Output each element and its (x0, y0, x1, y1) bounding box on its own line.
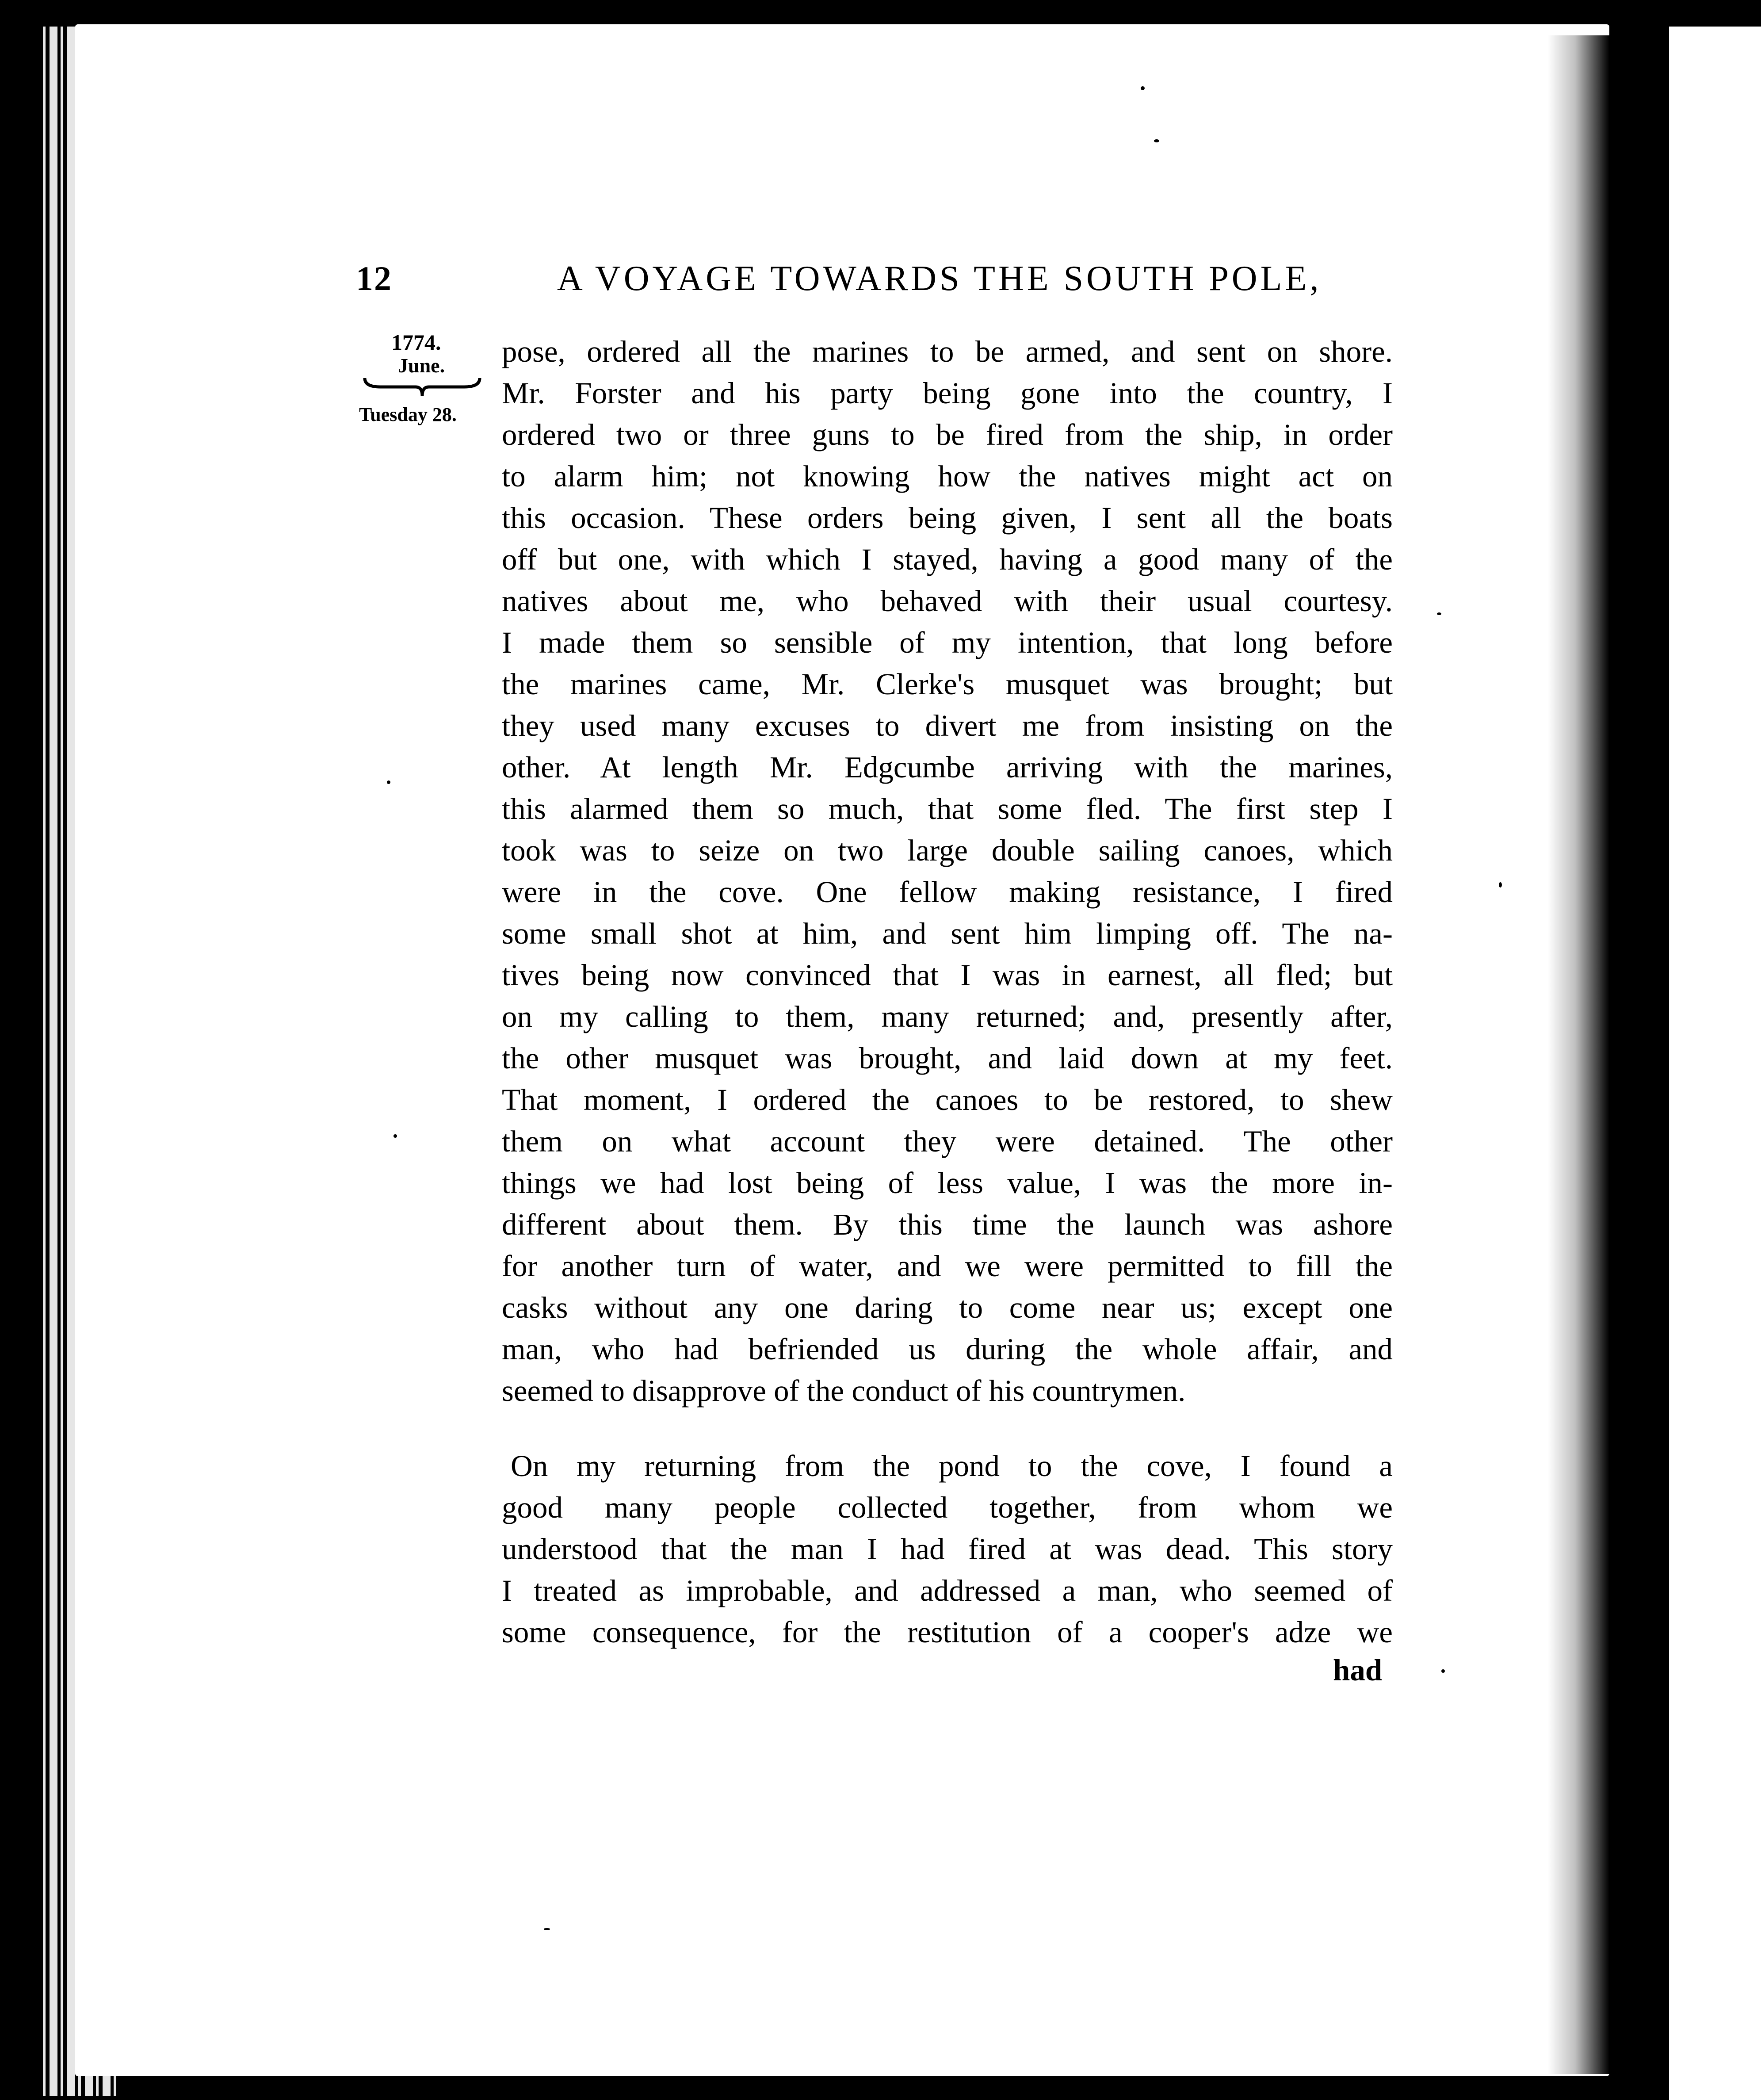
scan-speck (387, 780, 390, 784)
text-line: understood that the man I had fired at was dead. This story (502, 1532, 1393, 1566)
text-line: some consequence, for the restitution of a cooper's adze we (502, 1615, 1393, 1649)
text-line: things we had lost being of less value, I was the more in- (502, 1166, 1393, 1200)
text-line: this occasion. These orders being given, I sent all the boats (502, 501, 1393, 535)
scan-speck (1154, 139, 1159, 142)
text-line: good many people collected together, from whom we (502, 1491, 1393, 1524)
text-line: pose, ordered all the marines to be armed, and sent on shore. (502, 335, 1393, 368)
text-line: were in the cove. One fellow making resistance, I fired (502, 875, 1393, 909)
text-line: they used many excuses to divert me from insisting on the (502, 709, 1393, 742)
text-line: On my returning from the pond to the cove, I found a (511, 1449, 1393, 1483)
margin-note-year: 1774. (391, 330, 441, 355)
text-line: That moment, I ordered the canoes to be restored, to shew (502, 1083, 1393, 1117)
text-line: some small shot at him, and sent him limping off. The na- (502, 917, 1393, 950)
facing-page-edge (1669, 27, 1761, 2100)
body-paragraph-1 (502, 331, 1393, 1411)
scan-speck (1441, 1669, 1445, 1673)
text-line: took was to seize on two large double sailing canoes, which (502, 834, 1393, 867)
text-line: I made them so sensible of my intention, that long before (502, 626, 1393, 659)
margin-brace-icon (363, 376, 482, 398)
scan-speck (1499, 882, 1502, 887)
text-line: other. At length Mr. Edgcumbe arriving with the marines, (502, 750, 1393, 784)
text-line: to alarm him; not knowing how the natives might act on (502, 459, 1393, 493)
text-line: tives being now convinced that I was in earnest, all fled; but (502, 958, 1393, 992)
text-line: ordered two or three guns to be fired from the ship, in order (502, 418, 1393, 451)
text-line: Mr. Forster and his party being gone into the country, I (502, 376, 1393, 410)
text-line: them on what account they were detained. The other (502, 1125, 1393, 1158)
scan-speck (1437, 612, 1441, 615)
margin-note-month: June. (398, 354, 445, 377)
text-line: the marines came, Mr. Clerke's musquet was brought; but (502, 667, 1393, 701)
body-paragraph-2 (502, 1445, 1393, 1653)
text-line: I treated as improbable, and addressed a man, who seemed of (502, 1574, 1393, 1607)
scan-speck (1141, 86, 1145, 90)
text-line: man, who had befriended us during the whole affair, and (502, 1332, 1393, 1366)
text-line: different about them. By this time the launch was ashore (502, 1208, 1393, 1241)
text-line: seemed to disapprove of the conduct of his countrymen. (502, 1374, 1186, 1408)
page-number: 12 (356, 259, 392, 298)
text-line: on my calling to them, many returned; and, presently after, (502, 1000, 1393, 1033)
scan-speck (393, 1134, 397, 1138)
scan-speck (544, 1928, 550, 1930)
text-line: this alarmed them so much, that some fled. The first step I (502, 792, 1393, 826)
running-head: A VOYAGE TOWARDS THE SOUTH POLE, (557, 259, 1322, 298)
text-line: off but one, with which I stayed, having a good many of the (502, 543, 1393, 576)
catchword: had (1333, 1653, 1383, 1687)
margin-note-day: Tuesday 28. (359, 404, 457, 425)
text-line: the other musquet was brought, and laid down at my feet. (502, 1041, 1393, 1075)
text-line: casks without any one daring to come near us; except one (502, 1291, 1393, 1324)
page-gutter-shadow (1547, 35, 1609, 2074)
text-line: natives about me, who behaved with their usual courtesy. (502, 584, 1393, 618)
text-line: for another turn of water, and we were permitted to fill the (502, 1249, 1393, 1283)
